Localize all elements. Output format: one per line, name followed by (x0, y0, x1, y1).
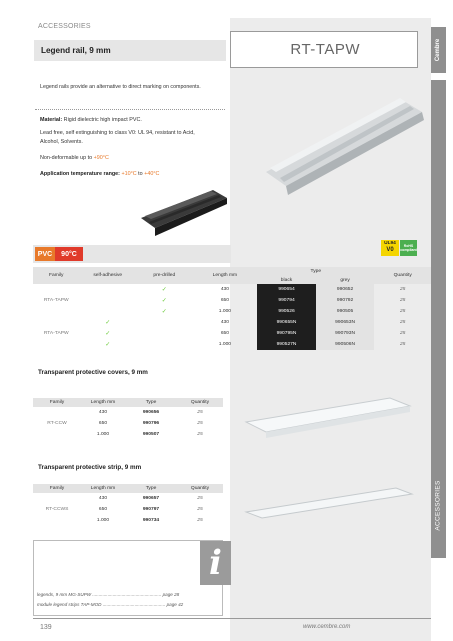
col-grey: grey (340, 277, 350, 283)
ul94-top: UL94 (384, 241, 396, 246)
self-adhesive-cell: ✓ (105, 342, 111, 348)
spec-line-4 (40, 155, 109, 162)
product-code (230, 31, 418, 68)
quantity-cell: 25 (197, 410, 203, 415)
quantity-cell: 25 (399, 331, 406, 336)
quantity-cell: 25 (197, 518, 203, 523)
pre-drilled-cell: ✓ (161, 298, 167, 304)
quantity-cell: 25 (399, 287, 406, 292)
length-cell: 1.000 (96, 518, 110, 523)
grey-type-cell: 990653N (316, 317, 375, 328)
application-temp-line (40, 171, 159, 178)
type-cell: 990734 (142, 518, 160, 523)
col-quantity: Quantity (190, 400, 210, 405)
black-type-cell: 990526 (257, 306, 316, 317)
black-type-cell: 990794 (257, 295, 316, 306)
legend-rail-table (33, 267, 431, 350)
col-type: Type (145, 400, 157, 405)
spec-line-3: Alcohol, Solvents. (40, 139, 83, 145)
material-label: Material: (40, 117, 63, 123)
side-tab-label (431, 470, 446, 540)
grey-type-cell: 990505 (316, 306, 375, 317)
rohs-badge: RoHS compliant (400, 240, 417, 256)
col-length: Length mm (90, 486, 116, 491)
product-code-text: RT-TAPW (290, 41, 360, 58)
col-self-adhesive: self-adhesive (93, 273, 123, 278)
pre-drilled-cell (136, 339, 193, 350)
length-cell: 1.000 (96, 432, 110, 437)
pvc-flag: PVC (35, 247, 55, 261)
family-cell: RTA-TAPW (43, 331, 69, 336)
col-length: Length mm (212, 273, 238, 278)
material-line (40, 117, 142, 124)
quantity-cell: 25 (197, 421, 203, 426)
intro-text: Legend rails provide an alternative to direct marking on components. (40, 84, 201, 90)
brand-name: Cembre (435, 38, 442, 62)
type-cell: 990796 (142, 421, 160, 426)
black-type-cell: 990654 (257, 284, 316, 295)
self-adhesive-cell (79, 295, 136, 306)
pre-drilled-cell (136, 328, 193, 339)
reference-line: module legend strips TAP-MOD ................................................. page 42 (37, 602, 184, 607)
length-cell: 650 (98, 421, 108, 426)
self-adhesive-cell: ✓ (105, 320, 111, 326)
quantity-cell: 25 (197, 432, 203, 437)
length-cell: 1.000 (218, 309, 232, 314)
table-header-row (33, 398, 223, 407)
table-header-row (33, 484, 223, 493)
length-cell: 430 (220, 287, 229, 292)
col-family: Family (49, 400, 65, 405)
length-cell: 650 (98, 507, 108, 512)
quantity-cell: 25 (399, 298, 406, 303)
table-row (33, 306, 431, 317)
info-icon: i (209, 543, 222, 583)
app-temp-to: to (136, 171, 145, 177)
deform-value: +90°C (93, 155, 109, 161)
pre-drilled-cell: ✓ (161, 309, 167, 315)
reference-line: legends, 9 mm MG-SUPW ...................................................... page 28 (37, 592, 180, 597)
col-family: Family (49, 273, 64, 278)
family-cell: RT-CCWS (45, 507, 69, 512)
table-row (33, 407, 223, 418)
length-cell: 430 (220, 320, 229, 325)
covers-title: Transparent protective covers, 9 mm (38, 369, 148, 376)
ul94-bottom: V0 (386, 247, 394, 253)
ul94-badge (381, 240, 399, 256)
length-cell: 430 (98, 496, 108, 501)
quantity-cell: 25 (197, 496, 203, 501)
legend-rail-grey-image (262, 90, 430, 205)
strip-table (33, 484, 223, 526)
table-row (33, 328, 431, 339)
pre-drilled-cell (136, 317, 193, 328)
quantity-cell: 25 (399, 320, 406, 325)
self-adhesive-cell: ✓ (105, 331, 111, 337)
col-quantity: Quantity (393, 273, 412, 278)
grey-type-cell: 990792 (316, 295, 375, 306)
spec-line-2: Lead free, self extinguishing to class V0: UL 94, resistant to Acid, (40, 130, 195, 136)
length-cell: 650 (220, 331, 229, 336)
grey-type-cell: 990793N (316, 328, 375, 339)
app-temp-max: +40°C (144, 171, 160, 177)
family-cell: RTA-TAPW (43, 298, 69, 303)
family-cell: RT-CCW (47, 421, 67, 426)
col-family: Family (49, 486, 65, 491)
table-row (33, 284, 431, 295)
covers-table (33, 398, 223, 440)
length-cell: 1.000 (218, 342, 232, 347)
table-header-row (33, 267, 431, 276)
transparent-cover-image (240, 392, 418, 442)
col-length: Length mm (90, 400, 116, 405)
brand-logo (431, 27, 446, 73)
strip-title: Transparent protective strip, 9 mm (38, 464, 142, 471)
app-temp-min: +10°C (119, 171, 137, 177)
quantity-cell: 25 (399, 342, 406, 347)
side-tab-text: ACCESSORIES (435, 479, 443, 531)
table-row (33, 493, 223, 504)
black-type-cell: 990795N (257, 328, 316, 339)
type-cell: 990507 (142, 432, 160, 437)
transparent-strip-image (240, 484, 418, 524)
legend-rail-black-image (137, 186, 229, 242)
grey-type-cell: 990652 (316, 284, 375, 295)
self-adhesive-cell (79, 284, 136, 295)
section-label: ACCESSORIES (38, 23, 91, 30)
type-cell: 990797 (142, 507, 160, 512)
temperature-flag: 90°C (55, 247, 83, 261)
table-row (33, 295, 431, 306)
col-black: black (280, 277, 293, 283)
self-adhesive-cell (79, 306, 136, 317)
grey-type-cell: 990506N (316, 339, 375, 350)
table-row (33, 317, 431, 328)
page-title: Legend rail, 9 mm (41, 46, 111, 55)
black-type-cell: 990655N (257, 317, 316, 328)
quantity-cell: 25 (399, 309, 406, 314)
quantity-cell: 25 (197, 507, 203, 512)
website-link[interactable]: www.cembre.com (303, 624, 351, 630)
page-number: 139 (40, 624, 52, 631)
deform-label: Non-deformable up to (40, 155, 94, 161)
table-row (33, 339, 431, 350)
app-temp-label: Application temperature range: (40, 171, 120, 177)
col-quantity: Quantity (190, 486, 210, 491)
dotted-divider (35, 109, 225, 110)
footer-divider (33, 618, 431, 619)
length-cell: 650 (220, 298, 229, 303)
length-cell: 430 (98, 410, 108, 415)
type-cell: 990656 (142, 410, 160, 415)
pre-drilled-cell: ✓ (161, 287, 167, 293)
col-type: Type (310, 269, 322, 274)
col-pre-drilled: pre-drilled (153, 273, 176, 278)
col-type: Type (145, 486, 157, 491)
material-value: Rigid dielectric high impact PVC. (62, 117, 142, 123)
black-type-cell: 990527N (257, 339, 316, 350)
type-cell: 990657 (142, 496, 160, 501)
